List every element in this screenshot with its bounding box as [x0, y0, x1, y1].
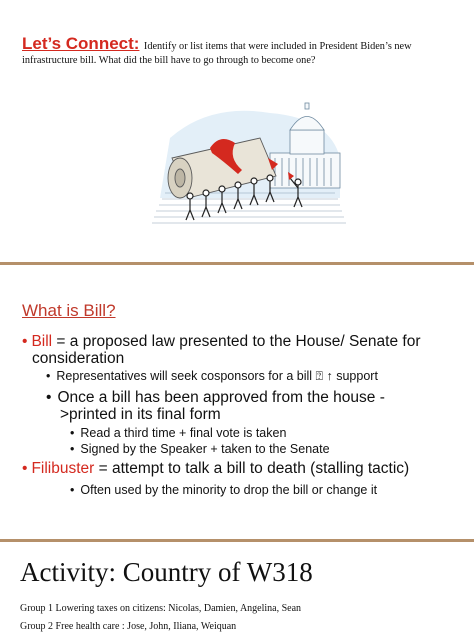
- what-is-bill-heading: What is Bill?: [22, 301, 116, 320]
- bullet-bill-definition: [22, 333, 420, 367]
- cosponsor-text: Representatives will seek cosponsors for a bill ⍰ ↑ support: [56, 369, 378, 383]
- lets-connect-prompt-line2: infrastructure bill. What did the bill have to go through to become one?: [22, 55, 316, 66]
- signed-text: Signed by the Speaker + taken to the Senate: [80, 442, 330, 456]
- bullet-third-time: • Read a third time + final vote is taken: [70, 426, 287, 440]
- filibuster-term: Filibuster: [31, 460, 95, 477]
- bullet-dot: •: [22, 460, 28, 477]
- approved-line1: Once a bill has been approved from the house -: [57, 389, 385, 406]
- slide-what-is-bill: [0, 265, 474, 539]
- bullet-approved: • Once a bill has been approved from the house - >printed in its final form: [46, 389, 385, 423]
- lets-connect-heading: Let’s Connect:: [22, 34, 140, 53]
- bill-definition-line1: = a proposed law presented to the House/ Senate for: [52, 333, 421, 350]
- capitol-bill-illustration: [150, 98, 350, 228]
- group-1-line: Group 1 Lowering taxes on citizens: Nicolas, Damien, Angelina, Sean: [20, 603, 302, 614]
- bill-definition-line2: consideration: [32, 350, 125, 367]
- bullet-signed: • Signed by the Speaker + taken to the Senate: [70, 442, 330, 456]
- lets-connect-block: [22, 34, 462, 67]
- activity-title: Activity: Country of W318: [20, 557, 313, 587]
- bullet-cosponsors: • Representatives will seek cosponsors for a bill ⍰ ↑ support: [46, 369, 378, 383]
- bullet-filibuster: [22, 460, 409, 477]
- bill-term: Bill: [31, 333, 53, 350]
- bullet-minority: • Often used by the minority to drop the bill or change it: [70, 483, 378, 497]
- bullet-dot: •: [22, 333, 28, 350]
- slide-lets-connect: [0, 0, 474, 262]
- approved-line2: >printed in its final form: [60, 406, 221, 423]
- group-2-line: Group 2 Free health care : Jose, John, Iliana, Weiquan: [20, 621, 237, 632]
- slide-activity: [0, 542, 474, 632]
- filibuster-definition: = attempt to talk a bill to death (stalling tactic): [94, 460, 410, 477]
- third-time-text: Read a third time + final vote is taken: [80, 426, 287, 440]
- minority-text: Often used by the minority to drop the bill or change it: [80, 483, 378, 497]
- lets-connect-prompt-line1: Identify or list items that were included in President Biden’s new: [143, 41, 412, 52]
